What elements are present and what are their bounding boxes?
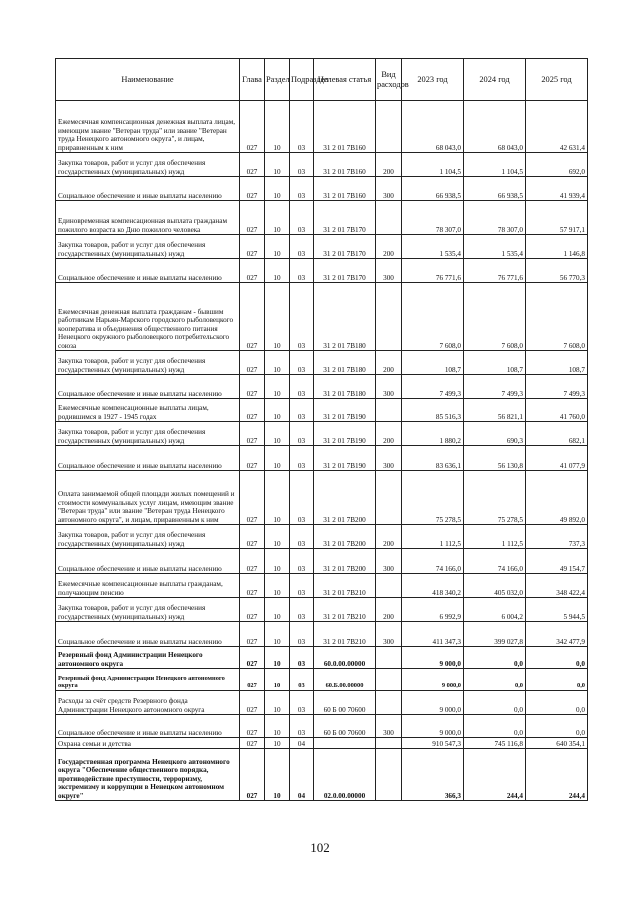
- row-vid: [376, 399, 402, 422]
- row-vid: 300: [376, 259, 402, 283]
- row-2023: 9 000,0: [402, 669, 464, 691]
- table-row: [56, 669, 588, 691]
- row-target: 31 2 01 7В190: [314, 446, 376, 471]
- row-vid: 200: [376, 235, 402, 259]
- row-target: 31 2 01 7В180: [314, 283, 376, 351]
- row-2023: 418 340,2: [402, 574, 464, 598]
- row-2024: 74 166,0: [464, 549, 526, 574]
- row-glava: 027: [240, 647, 265, 669]
- row-2023: 411 347,3: [402, 622, 464, 647]
- row-2023: 68 043,0: [402, 101, 464, 153]
- row-2024: 0,0: [464, 669, 526, 691]
- row-vid: [376, 201, 402, 235]
- table-row: [56, 647, 588, 669]
- row-podrazdel: 03: [290, 471, 314, 525]
- row-razdel: 10: [265, 422, 290, 446]
- row-razdel: 10: [265, 471, 290, 525]
- row-name: Социальное обеспечение и иные выплаты населению: [56, 375, 240, 399]
- row-name: Резервный фонд Администрации Ненецкого автономного округа: [56, 647, 240, 669]
- row-2023: 366,3: [402, 749, 464, 801]
- row-target: 31 2 01 7В190: [314, 422, 376, 446]
- row-name: Закупка товаров, работ и услуг для обеспечения государственных (муниципальных) нужд: [56, 525, 240, 549]
- row-2023: 7 608,0: [402, 283, 464, 351]
- row-glava: 027: [240, 525, 265, 549]
- row-name: Закупка товаров, работ и услуг для обеспечения государственных (муниципальных) нужд: [56, 235, 240, 259]
- row-podrazdel: 03: [290, 691, 314, 715]
- table-row: [56, 177, 588, 201]
- row-vid: [376, 647, 402, 669]
- row-2025: 0,0: [526, 691, 588, 715]
- row-name: Охрана семьи и детства: [56, 738, 240, 749]
- table-row: [56, 422, 588, 446]
- row-glava: 027: [240, 549, 265, 574]
- row-vid: [376, 749, 402, 801]
- row-podrazdel: 03: [290, 422, 314, 446]
- row-2024: 7 608,0: [464, 283, 526, 351]
- row-vid: 200: [376, 153, 402, 177]
- row-2024: 0,0: [464, 691, 526, 715]
- row-glava: 027: [240, 283, 265, 351]
- row-2025: 41 077,9: [526, 446, 588, 471]
- row-podrazdel: 03: [290, 647, 314, 669]
- row-podrazdel: 03: [290, 235, 314, 259]
- row-2023: 108,7: [402, 351, 464, 375]
- row-2025: 348 422,4: [526, 574, 588, 598]
- row-razdel: 10: [265, 283, 290, 351]
- row-2023: 76 771,6: [402, 259, 464, 283]
- row-vid: [376, 283, 402, 351]
- row-vid: [376, 471, 402, 525]
- row-podrazdel: 03: [290, 549, 314, 574]
- row-2025: 49 154,7: [526, 549, 588, 574]
- table-row: [56, 715, 588, 738]
- row-vid: [376, 101, 402, 153]
- row-2023: 1 104,5: [402, 153, 464, 177]
- row-target: 31 2 01 7В170: [314, 259, 376, 283]
- row-glava: 027: [240, 738, 265, 749]
- header-podrazdel: Подраздел: [290, 59, 314, 101]
- header-2023: 2023 год: [402, 59, 464, 101]
- row-target: 60.0.00.00000: [314, 647, 376, 669]
- row-2025: 56 770,3: [526, 259, 588, 283]
- row-2024: 78 307,0: [464, 201, 526, 235]
- row-2025: 7 499,3: [526, 375, 588, 399]
- row-razdel: 10: [265, 622, 290, 647]
- row-glava: 027: [240, 201, 265, 235]
- table-row: [56, 471, 588, 525]
- row-glava: 027: [240, 715, 265, 738]
- row-podrazdel: 03: [290, 598, 314, 622]
- row-name: Единовременная компенсационная выплата гражданам пожилого возраста ко Дню пожилого человека: [56, 201, 240, 235]
- row-target: 31 2 01 7В200: [314, 525, 376, 549]
- row-2025: 57 917,1: [526, 201, 588, 235]
- row-2025: 5 944,5: [526, 598, 588, 622]
- row-target: 31 2 01 7В170: [314, 201, 376, 235]
- row-target: 31 2 01 7В160: [314, 177, 376, 201]
- row-2023: 6 992,9: [402, 598, 464, 622]
- row-vid: [376, 738, 402, 749]
- row-vid: 200: [376, 525, 402, 549]
- row-2025: 640 354,1: [526, 738, 588, 749]
- row-glava: 027: [240, 422, 265, 446]
- row-vid: 300: [376, 622, 402, 647]
- row-2023: 66 938,5: [402, 177, 464, 201]
- row-podrazdel: 04: [290, 738, 314, 749]
- row-2025: 682,1: [526, 422, 588, 446]
- row-vid: [376, 669, 402, 691]
- row-razdel: 10: [265, 101, 290, 153]
- header-2024: 2024 год: [464, 59, 526, 101]
- row-2024: 399 027,8: [464, 622, 526, 647]
- row-razdel: 10: [265, 738, 290, 749]
- row-target: [314, 738, 376, 749]
- row-2025: 1 146,8: [526, 235, 588, 259]
- row-2023: 74 166,0: [402, 549, 464, 574]
- row-razdel: 10: [265, 749, 290, 801]
- row-name: Социальное обеспечение и иные выплаты населению: [56, 715, 240, 738]
- row-razdel: 10: [265, 153, 290, 177]
- row-2024: 1 535,4: [464, 235, 526, 259]
- row-2023: 75 278,5: [402, 471, 464, 525]
- row-name: Закупка товаров, работ и услуг для обеспечения государственных (муниципальных) нужд: [56, 351, 240, 375]
- budget-table: [55, 58, 588, 801]
- row-glava: 027: [240, 351, 265, 375]
- row-target: 02.0.00.00000: [314, 749, 376, 801]
- header-razdel: Раздел: [265, 59, 290, 101]
- row-razdel: 10: [265, 598, 290, 622]
- row-2023: 78 307,0: [402, 201, 464, 235]
- row-podrazdel: 03: [290, 622, 314, 647]
- row-name: Ежемесячные компенсационные выплаты лицам, родившимся в 1927 - 1945 годах: [56, 399, 240, 422]
- row-2025: 0,0: [526, 715, 588, 738]
- header-2025: 2025 год: [526, 59, 588, 101]
- row-vid: 300: [376, 177, 402, 201]
- table-row: [56, 101, 588, 153]
- row-target: 31 2 01 7В160: [314, 153, 376, 177]
- row-2023: 85 516,3: [402, 399, 464, 422]
- row-2023: 83 636,1: [402, 446, 464, 471]
- row-2025: 0,0: [526, 647, 588, 669]
- row-podrazdel: 03: [290, 715, 314, 738]
- table-row: [56, 259, 588, 283]
- row-podrazdel: 03: [290, 669, 314, 691]
- row-razdel: 10: [265, 574, 290, 598]
- row-razdel: 10: [265, 715, 290, 738]
- row-podrazdel: 03: [290, 446, 314, 471]
- row-2024: 7 499,3: [464, 375, 526, 399]
- row-2025: 0,0: [526, 669, 588, 691]
- header-target: Целевая статья: [314, 59, 376, 101]
- row-target: 31 2 01 7В210: [314, 622, 376, 647]
- row-razdel: 10: [265, 647, 290, 669]
- row-razdel: 10: [265, 177, 290, 201]
- row-2024: 6 004,2: [464, 598, 526, 622]
- row-podrazdel: 03: [290, 399, 314, 422]
- row-podrazdel: 03: [290, 101, 314, 153]
- row-razdel: 10: [265, 375, 290, 399]
- table-row: [56, 622, 588, 647]
- table-row: [56, 738, 588, 749]
- row-2023: 1 880,2: [402, 422, 464, 446]
- row-glava: 027: [240, 259, 265, 283]
- row-podrazdel: 03: [290, 525, 314, 549]
- row-2023: 9 000,0: [402, 647, 464, 669]
- table-row: [56, 201, 588, 235]
- row-2023: 9 000,0: [402, 691, 464, 715]
- header-name: Наименование: [56, 59, 240, 101]
- row-name: Социальное обеспечение и иные выплаты населению: [56, 177, 240, 201]
- row-vid: 300: [376, 549, 402, 574]
- row-podrazdel: 03: [290, 351, 314, 375]
- row-2025: 42 631,4: [526, 101, 588, 153]
- row-2023: 7 499,3: [402, 375, 464, 399]
- row-2023: 9 000,0: [402, 715, 464, 738]
- row-vid: [376, 691, 402, 715]
- table-row: [56, 574, 588, 598]
- row-target: 31 2 01 7В190: [314, 399, 376, 422]
- row-glava: 027: [240, 749, 265, 801]
- table-row: [56, 153, 588, 177]
- table-row: [56, 283, 588, 351]
- row-razdel: 10: [265, 259, 290, 283]
- row-podrazdel: 03: [290, 201, 314, 235]
- row-podrazdel: 03: [290, 574, 314, 598]
- row-glava: 027: [240, 235, 265, 259]
- row-vid: 200: [376, 351, 402, 375]
- row-name: Ежемесячная компенсационная денежная выплата лицам, имеющим звание "Ветеран труда" или звание "Ветеран труда Ненецкого автономного округа", и лицам, приравненным к ним: [56, 101, 240, 153]
- row-name: Социальное обеспечение и иные выплаты населению: [56, 622, 240, 647]
- table-row: [56, 691, 588, 715]
- row-target: 60 Б 00 70600: [314, 691, 376, 715]
- row-2023: 1 535,4: [402, 235, 464, 259]
- table-row: [56, 375, 588, 399]
- table-header-row: [56, 59, 588, 101]
- page-number: 102: [310, 840, 330, 855]
- table-row: [56, 749, 588, 801]
- row-2025: 41 939,4: [526, 177, 588, 201]
- table-row: [56, 235, 588, 259]
- table-row: [56, 598, 588, 622]
- row-glava: 027: [240, 574, 265, 598]
- row-name: Оплата занимаемой общей площади жилых помещений и стоимости коммунальных услуг лицам, имеющим звание "Ветеран труда" или звание "Ветеран труда Ненецкого автономного округа", и лицам, приравненным к ним: [56, 471, 240, 525]
- row-2025: 7 608,0: [526, 283, 588, 351]
- row-2024: 76 771,6: [464, 259, 526, 283]
- row-2025: 342 477,9: [526, 622, 588, 647]
- row-2025: 737,3: [526, 525, 588, 549]
- row-target: 31 2 01 7В180: [314, 351, 376, 375]
- row-vid: 300: [376, 715, 402, 738]
- row-2025: 41 760,0: [526, 399, 588, 422]
- row-razdel: 10: [265, 351, 290, 375]
- row-glava: 027: [240, 101, 265, 153]
- row-2024: 0,0: [464, 647, 526, 669]
- row-2024: 108,7: [464, 351, 526, 375]
- row-vid: 200: [376, 422, 402, 446]
- header-vid: Вид расходов: [376, 59, 402, 101]
- row-2024: 745 116,8: [464, 738, 526, 749]
- row-glava: 027: [240, 669, 265, 691]
- row-target: 31 2 01 7В200: [314, 471, 376, 525]
- row-razdel: 10: [265, 549, 290, 574]
- row-2024: 0,0: [464, 715, 526, 738]
- row-name: Социальное обеспечение и иные выплаты населению: [56, 549, 240, 574]
- row-name: Социальное обеспечение и иные выплаты населению: [56, 259, 240, 283]
- row-razdel: 10: [265, 201, 290, 235]
- row-vid: 300: [376, 446, 402, 471]
- row-razdel: 10: [265, 446, 290, 471]
- table-row: [56, 525, 588, 549]
- row-podrazdel: 03: [290, 153, 314, 177]
- row-podrazdel: 04: [290, 749, 314, 801]
- table-row: [56, 399, 588, 422]
- row-target: 31 2 01 7В170: [314, 235, 376, 259]
- row-2025: 108,7: [526, 351, 588, 375]
- row-podrazdel: 03: [290, 283, 314, 351]
- row-razdel: 10: [265, 235, 290, 259]
- row-razdel: 10: [265, 691, 290, 715]
- row-name: Ежемесячные компенсационные выплаты гражданам, получающим пенсию: [56, 574, 240, 598]
- row-name: Резервный фонд Администрации Ненецкого автономного округа: [56, 669, 240, 691]
- row-target: 31 2 01 7В180: [314, 375, 376, 399]
- row-vid: 200: [376, 598, 402, 622]
- row-2024: 75 278,5: [464, 471, 526, 525]
- row-2024: 244,4: [464, 749, 526, 801]
- row-target: 31 2 01 7В160: [314, 101, 376, 153]
- row-name: Ежемесячная денежная выплата гражданам - бывшим работникам Нарьян-Марского городского рыболовецкого кооператива и объединения общественного питания Ненецкого окружного рыболовецкого потребительского союза: [56, 283, 240, 351]
- row-2024: 68 043,0: [464, 101, 526, 153]
- row-2024: 1 104,5: [464, 153, 526, 177]
- row-name: Расходы за счёт средств Резервного фонда Администрации Ненецкого автономного округа: [56, 691, 240, 715]
- row-2025: 244,4: [526, 749, 588, 801]
- row-2024: 56 130,8: [464, 446, 526, 471]
- row-2023: 1 112,5: [402, 525, 464, 549]
- row-target: 60 Б 00 70600: [314, 715, 376, 738]
- row-name: Государственная программа Ненецкого автономного округа "Обеспечение общественного порядка, противодействие преступности, терроризму, экстремизму и коррупции в Ненецком автономном округе": [56, 749, 240, 801]
- row-glava: 027: [240, 375, 265, 399]
- row-glava: 027: [240, 598, 265, 622]
- row-2024: 690,3: [464, 422, 526, 446]
- header-glava: Глава: [240, 59, 265, 101]
- row-glava: 027: [240, 399, 265, 422]
- row-2024: 1 112,5: [464, 525, 526, 549]
- row-podrazdel: 03: [290, 177, 314, 201]
- row-vid: 300: [376, 375, 402, 399]
- row-target: 31 2 01 7В200: [314, 549, 376, 574]
- row-2024: 56 821,1: [464, 399, 526, 422]
- row-2025: 49 892,0: [526, 471, 588, 525]
- row-2025: 692,0: [526, 153, 588, 177]
- row-name: Закупка товаров, работ и услуг для обеспечения государственных (муниципальных) нужд: [56, 153, 240, 177]
- row-name: Закупка товаров, работ и услуг для обеспечения государственных (муниципальных) нужд: [56, 598, 240, 622]
- table-row: [56, 351, 588, 375]
- row-glava: 027: [240, 691, 265, 715]
- table-row: [56, 446, 588, 471]
- row-razdel: 10: [265, 669, 290, 691]
- row-name: Социальное обеспечение и иные выплаты населению: [56, 446, 240, 471]
- row-glava: 027: [240, 153, 265, 177]
- row-2023: 910 547,3: [402, 738, 464, 749]
- row-target: 31 2 01 7В210: [314, 598, 376, 622]
- row-vid: [376, 574, 402, 598]
- row-target: 60.Б.00.00000: [314, 669, 376, 691]
- row-razdel: 10: [265, 525, 290, 549]
- row-podrazdel: 03: [290, 259, 314, 283]
- row-name: Закупка товаров, работ и услуг для обеспечения государственных (муниципальных) нужд: [56, 422, 240, 446]
- row-glava: 027: [240, 446, 265, 471]
- table-row: [56, 549, 588, 574]
- row-podrazdel: 03: [290, 375, 314, 399]
- row-2024: 405 032,0: [464, 574, 526, 598]
- row-glava: 027: [240, 471, 265, 525]
- row-target: 31 2 01 7В210: [314, 574, 376, 598]
- row-glava: 027: [240, 622, 265, 647]
- row-glava: 027: [240, 177, 265, 201]
- row-razdel: 10: [265, 399, 290, 422]
- row-2024: 66 938,5: [464, 177, 526, 201]
